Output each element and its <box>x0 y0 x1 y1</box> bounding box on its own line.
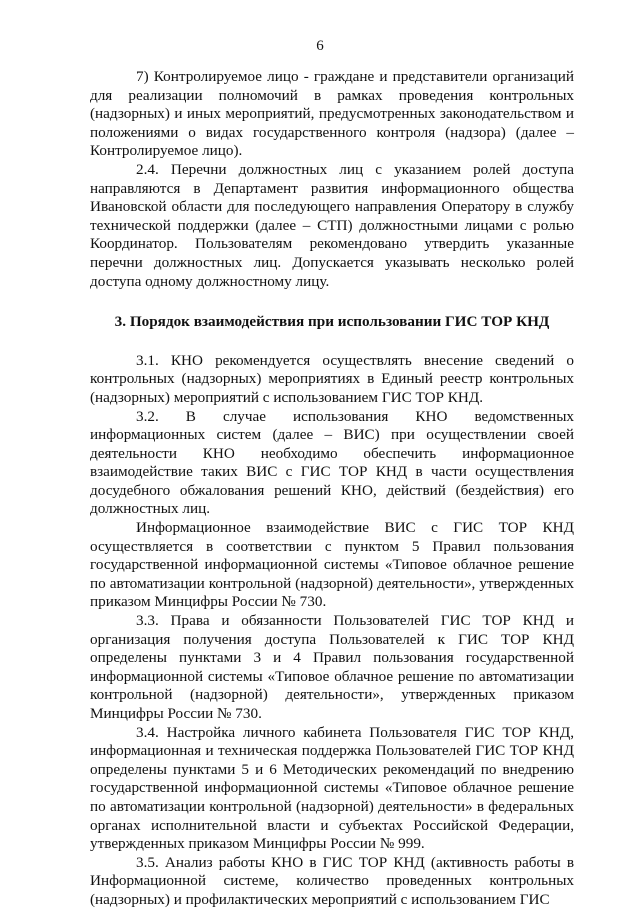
paragraph-item-7: 7) Контролируемое лицо - граждане и представители организаций для реализации полномочий в рамках проведения контрольных (надзорных) и иных мероприятий, предусмотренных законодательством и положениями о видах государственного контроля (надзора) (далее – Контролируемое лицо). <box>90 68 574 160</box>
document-body <box>90 68 574 910</box>
paragraph-3-3: 3.3. Права и обязанности Пользователей ГИС ТОР КНД и организация получения доступа Пользователей к ГИС ТОР КНД определены пунктами 3 и 4 Правил пользования государственной информационной системы «Типовое облачное решение по автоматизации контрольной (надзорной) деятельности», утвержденных приказом Минцифры России № 730. <box>90 612 574 722</box>
paragraph-3-2-continued: Информационное взаимодействие ВИС с ГИС ТОР КНД осуществляется в соответствии с пунктом 5 Правил пользования государственной информационной системы «Типовое облачное решение по автоматизации контрольной (надзорной) деятельности», утвержденных приказом Минцифры России № 730. <box>90 519 574 611</box>
page-number: 6 <box>316 38 324 54</box>
paragraph-3-4: 3.4. Настройка личного кабинета Пользователя ГИС ТОР КНД, информационная и техническая поддержка Пользователей ГИС ТОР КНД определены пунктами 5 и 6 Методических рекомендаций по внедрению государственной информационной системы «Типовое облачное решение по автоматизации контрольной (надзорной) деятельности» в федеральных органах исполнительной власти и субъектах Российской Федерации, утвержденных приказом Минцифры России № 999. <box>90 723 574 853</box>
paragraph-2-4: 2.4. Перечни должностных лиц с указанием ролей доступа направляются в Департамент развития информационного общества Ивановской области для последующего направления Оператору в службу технической поддержки (далее – СТП) должностными лицами с ролью Координатор. Пользователям рекомендовано утвердить указанные перечни должностных лиц. Допускается указывать несколько ролей доступа одному должностному лицу. <box>90 160 574 290</box>
paragraph-3-2: 3.2. В случае использования КНО ведомственных информационных систем (далее – ВИС) при осуществлении своей деятельности КНО необходимо обеспечить информационное взаимодействие таких ВИС с ГИС ТОР КНД в части осуществления досудебного обжалования решений КНО, действий (бездействия) его должностных лиц. <box>90 407 574 518</box>
paragraph-3-5: 3.5. Анализ работы КНО в ГИС ТОР КНД (активность работы в Информационной системе, количество проведенных контрольных (надзорных) и профилактических мероприятий с использованием ГИС <box>90 853 574 908</box>
paragraph-3-1: 3.1. КНО рекомендуется осуществлять внесение сведений о контрольных (надзорных) мероприятиях в Единый реестр контрольных (надзорных) мероприятий с использованием ГИС ТОР КНД. <box>90 351 574 406</box>
section-heading-3: 3. Порядок взаимодействия при использовании ГИС ТОР КНД <box>114 313 550 331</box>
